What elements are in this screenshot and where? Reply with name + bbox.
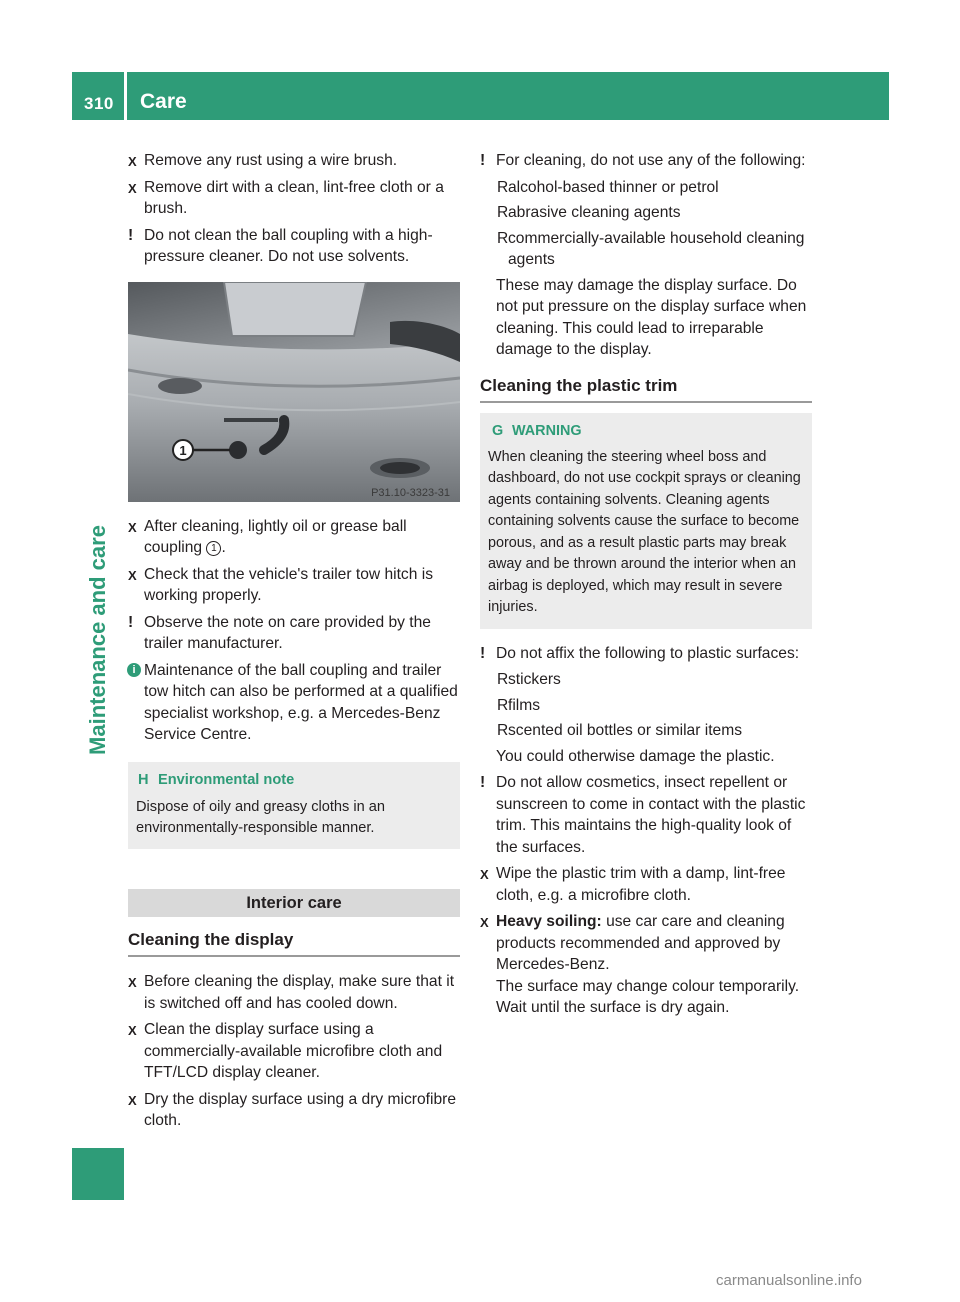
list-item: R films [480,695,812,717]
step-remove-dirt: X Remove dirt with a clean, lint-free cloth or a brush. [128,178,444,217]
list-item: R scented oil bottles or similar items [480,720,812,742]
step-display-clean: X Clean the display surface using a commercially-available microfibre cloth and TFT/LCD display cleaner. [128,1021,443,1081]
notice-icon: ! [480,152,486,169]
section-title: Interior care [128,889,460,917]
callout-1: 1 [179,442,187,458]
header-bar [72,72,889,120]
right-column [480,150,812,1024]
bullet-icon: R [497,722,509,739]
heavy-soiling-note: The surface may change colour temporarily. Wait until the surface is dry again. [496,977,800,1016]
heavy-soiling-label: Heavy soiling: [496,913,602,930]
info-icon: i [127,663,141,677]
display-damage-text: These may damage the display surface. Do not put pressure on the display surface when cleaning. This could lead to irreparable damage to the display. [496,276,807,358]
environmental-note-box [128,762,460,849]
notice-ball-coupling: ! Do not clean the ball coupling with a high-pressure cleaner. Do not use solvents. [128,226,433,265]
list-item: R alcohol-based thinner or petrol [480,177,812,199]
ball-coupling-photo [128,282,460,502]
notice-affix: ! Do not affix the following to plastic surfaces: [480,643,812,665]
leaf-icon: H [138,771,149,788]
list-item: R commercially-available household cleaning agents [497,229,805,268]
list-item: R stickers [480,669,812,691]
warning-icon: G [492,423,504,439]
notice-icon: ! [128,613,134,631]
step-marker-icon: X [128,1092,137,1108]
info-maintenance: i Maintenance of the ball coupling and trailer tow hitch can also be performed at a qualified specialist workshop, e.g. a Mercedes-Benz Service Centre. [128,660,460,746]
bullet-icon: R [497,671,509,688]
watermark: carmanualsonline.info [716,1272,862,1289]
page-number: 310 [84,94,114,113]
notice-cosmetics: ! Do not allow cosmetics, insect repellent or sunscreen to come in contact with the plastic trim. This maintains the high-quality look of the surfaces. [480,774,806,856]
left-column [128,150,460,1137]
display-heading: Cleaning the display [128,929,460,958]
callout-ref-1: 1 [206,541,221,556]
bullet-icon: R [497,229,509,247]
bullet-icon: R [497,178,509,196]
bullet-icon: R [497,696,509,714]
bullet-icon: R [497,204,509,221]
affix-damage-text: You could otherwise damage the plastic. [496,747,775,765]
step-remove-rust: X Remove any rust using a wire brush. [128,150,460,172]
step-check-hitch: X Check that the vehicle's trailer tow hitch is working properly. [128,565,433,604]
environmental-note-title: H Environmental note [136,770,452,791]
environmental-note-text: Dispose of oily and greasy cloths in an environmentally-responsible manner. [136,798,386,836]
warning-title: G WARNING [492,421,804,443]
notice-icon: ! [128,226,134,244]
plastic-trim-heading: Cleaning the plastic trim [480,375,812,404]
step-marker-icon: X [480,867,489,882]
notice-icon: ! [480,644,486,662]
step-marker-icon: X [128,1023,137,1038]
header-divider [124,72,127,120]
step-oil-coupling: X After cleaning, lightly oil or grease ball coupling 1 . [128,517,407,556]
step-marker-icon: X [128,154,137,169]
page-title: Care [140,90,187,113]
step-marker-icon: X [128,180,137,196]
notice-manufacturer: ! Observe the note on care provided by the trailer manufacturer. [128,613,431,652]
step-display-off: X Before cleaning the display, make sure that it is switched off and has cooled down. [128,973,455,1012]
ball-coupling-illustration [128,282,460,502]
notice-icon: ! [480,774,486,791]
notice-display-cleaning: ! For cleaning, do not use any of the following: [480,150,812,172]
list-item: R abrasive cleaning agents [480,202,812,224]
step-marker-icon: X [128,975,137,990]
image-code: P31.10-3323-31 [371,486,450,499]
step-marker-icon: X [128,567,137,583]
warning-text: When cleaning the steering wheel boss and dashboard, do not use cockpit sprays or cleaning agents containing solvents. Cleaning agents containing solvents cause the surface to become porous, and as a result plastic parts may break away and be thrown around the interior when an airbag is deployed, which may result in severe injuries. [488,448,801,615]
warning-box [480,413,812,629]
step-marker-icon: X [128,519,137,535]
side-tab-marker [72,1148,124,1200]
step-marker-icon: X [480,915,489,930]
step-wipe-trim: X Wipe the plastic trim with a damp, lint-free cloth, e.g. a microfibre cloth. [480,865,786,904]
step-heavy-soiling: X Heavy soiling: use car care and cleaning products recommended and approved by Mercedes-Benz. The surface may change colour temporarily. Wait until the surface is dry again. [480,913,800,1016]
step-display-dry: X Dry the display surface using a dry microfibre cloth. [128,1090,456,1129]
